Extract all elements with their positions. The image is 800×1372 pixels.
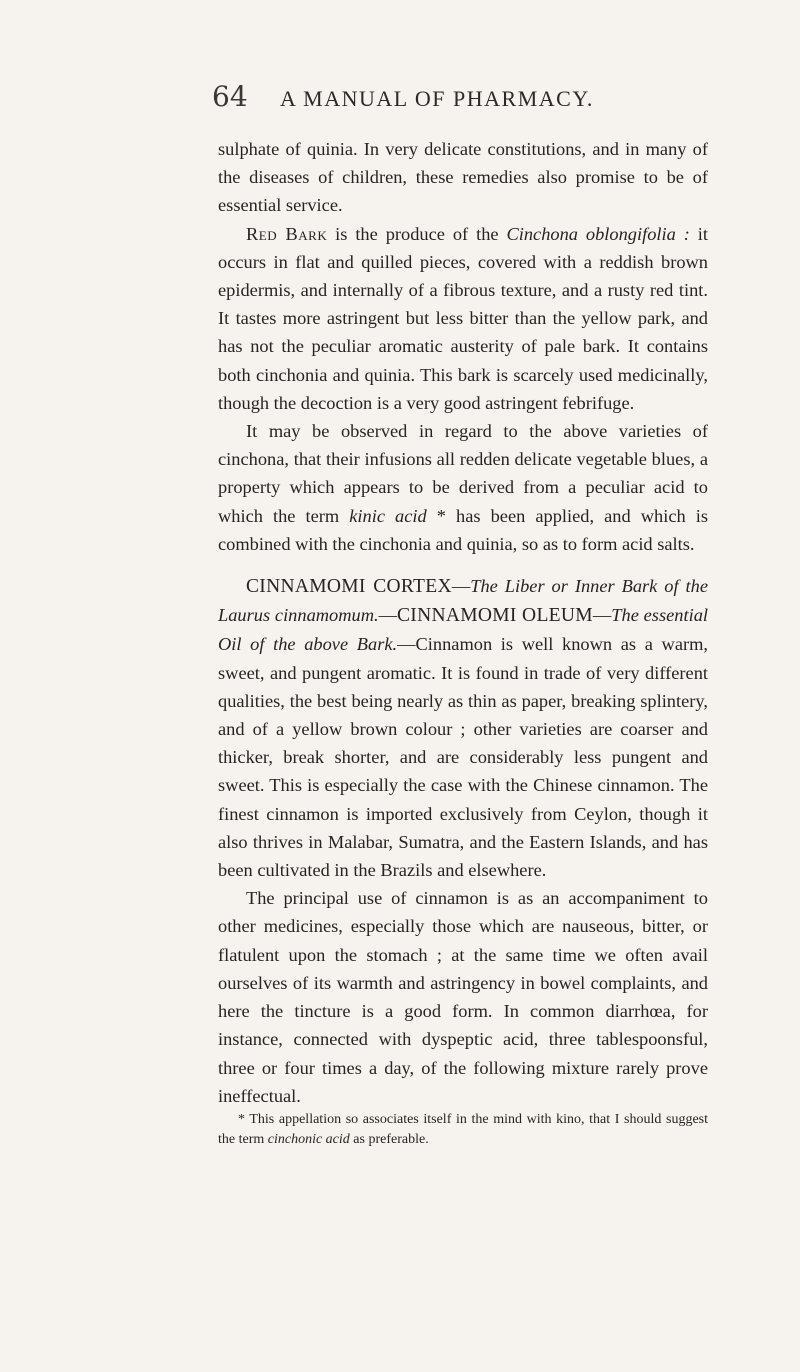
- cinnamomi-oleum-heading: CINNAMOMI OLEUM: [397, 605, 593, 627]
- running-head: A MANUAL OF PHARMACY.: [280, 86, 594, 111]
- kinic-acid-term: kinic acid: [349, 505, 427, 526]
- section-gap: [218, 558, 708, 572]
- paragraph-cinnamon: [218, 572, 708, 884]
- paragraph-red-bark: [218, 220, 708, 417]
- cinnamomi-cortex-heading: CINNAMOMI CORTEX: [246, 576, 452, 598]
- dash-4: —: [397, 634, 416, 655]
- cinnamomi-cortex-gloss: The Liber or Inner Bark of the Laurus cinnamomum.: [218, 576, 708, 626]
- cinnamomi-oleum-gloss: The essential Oil of the above Bark.: [218, 605, 709, 655]
- paragraph-quinia-continuation: sulphate of quinia. In very delicate constitutions, and in many of the diseases of children, these remedies also promise to be of essential service.: [218, 139, 708, 216]
- red-bark-text-b: it occurs in flat and quilled pieces, covered with a reddish brown epidermis, and internally of a fibrous texture, and a rusty red tint. It tastes more astringent but less bitter than the yellow park, and has not the peculiar aromatic austerity of pale bark. It contains both cinchonia and quinia. This bark is scarcely used medicinally, though the decoction is a very good astringent febrifuge.: [218, 223, 708, 413]
- page-number: 64: [212, 80, 248, 113]
- body-text: [218, 135, 708, 1150]
- red-bark-text-a: is the produce of the: [327, 223, 507, 244]
- dash-3: —: [592, 605, 612, 626]
- dash-1: —: [451, 576, 471, 597]
- footnote-text-a: This appellation so associates itself in the mind with kino, that I should suggest the term: [218, 1111, 708, 1147]
- kinic-text-b: has been applied, and which is combined with the cinchonia and quinia, so as to form acid salts.: [218, 505, 708, 554]
- red-bark-lead: Red Bark: [246, 223, 328, 244]
- paragraph-cinnamon-use: The principal use of cinnamon is as an accompaniment to other medicines, especially those which are nauseous, bitter, or flatulent upon the stomach ; at the same time we often avail ourselves of its warmth and astringency in bowel complaints, and here the tincture is a good form. In common diarrhœa, for instance, connected with dyspeptic acid, three tablespoonsful, three or four times a day, of the following mixture rarely prove ineffectual.: [218, 888, 708, 1106]
- footnote: [218, 1110, 708, 1150]
- cinchonic-acid-term: cinchonic acid: [267, 1131, 350, 1147]
- footnote-text-b: as preferable.: [349, 1131, 429, 1147]
- kinic-text-a: It may be observed in regard to the above varieties of cinchona, that their infusions all redden delicate vegetable blues, a property which appears to be derived from a peculiar acid to which the term: [218, 421, 708, 526]
- footnote-marker: *: [426, 505, 446, 526]
- cinnamon-description: Cinnamon is well known as a warm, sweet, and pungent aromatic. It is found in trade of very different qualities, the best being nearly as thin as paper, breaking splintery, and of a yellow brown colour ; other varieties are coarser and thicker, break shorter, and are considerably less pungent and sweet. This is especially the case with the Chinese cinnamon. The finest cinnamon is imported exclusively from Ceylon, though it also thrives in Malabar, Sumatra, and the Eastern Islands, and has been cultivated in the Brazils and elsewhere.: [218, 634, 709, 881]
- species-name: Cinchona oblongifolia :: [506, 223, 690, 244]
- paragraph-kinic-acid: [218, 417, 708, 558]
- footnote-marker-bottom: *: [238, 1111, 245, 1127]
- page-header: [0, 80, 800, 120]
- dash-2: —: [378, 605, 397, 626]
